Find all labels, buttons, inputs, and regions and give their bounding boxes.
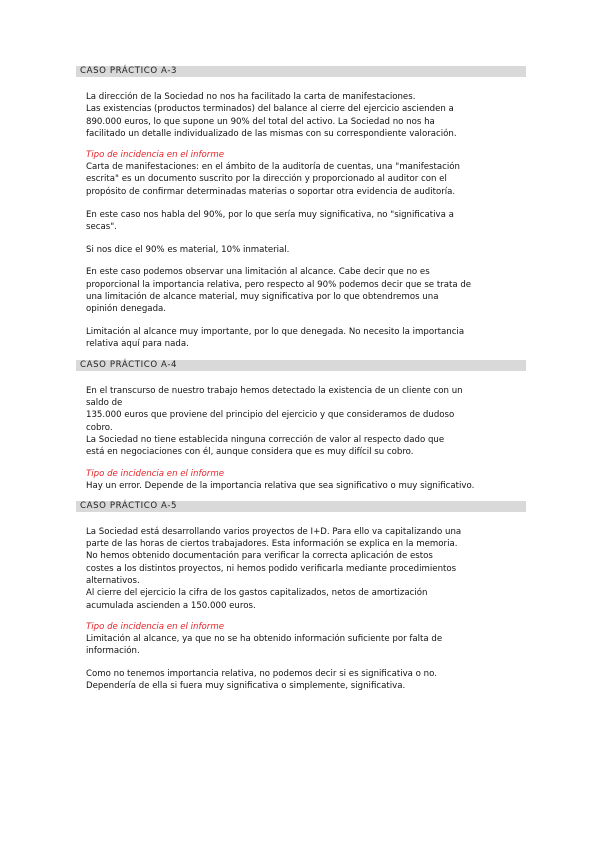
section-header-a5: CASO PRÁCTICO A-5 bbox=[76, 501, 526, 512]
case-a5-statement: La Sociedad está desarrollando varios proyectos de I+D. Para ello va capitalizando una parte de las horas de ciertos trabajadores. Esta información se explica en la memoria. No hemos obtenido documentación para verificar la correcta aplicación de estos costes a los distintos proyectos, ni hemos podido verificarla mediante procedimientos alternativos. Al cierre del ejercicio la cifra de los gastos capitalizados, netos de amortización acumulada ascienden a 150.000 euros. bbox=[86, 526, 462, 611]
case-a5-answer-2: Como no tenemos importancia relativa, no podemos decir si es significativa o no. Dependería de ella si fuera muy significativa o simplemente, significativa. bbox=[86, 669, 437, 692]
case-a3-answer-3: Si nos dice el 90% es material, 10% inmaterial. bbox=[86, 244, 290, 255]
case-a3-statement: La dirección de la Sociedad no nos ha facilitado la carta de manifestaciones. Las existencias (productos terminados) del balance al cierre del ejercicio ascienden a 890.000 euros, lo que supone un 90% del total del activo. La Sociedad no nos ha facilitado un detalle individualizado de las mismas con su correspondiente valoración. bbox=[86, 92, 457, 139]
incidence-label-a4: Tipo de incidencia en el informe bbox=[86, 468, 224, 479]
case-a3-answer-1: Carta de manifestaciones: en el ámbito de la auditoría de cuentas, una "manifestación escrita" es un documento suscrito por la dirección y proporcionado al auditor con el propósito de confirmar determinadas materias o soportar otra evidencia de auditoría. bbox=[86, 162, 460, 197]
case-a4-statement: En el transcurso de nuestro trabajo hemos detectado la existencia de un cliente con un saldo de 135.000 euros que proviene del principio del ejercicio y que consideramos de dudoso cobro. La Sociedad no tiene establecida ninguna corrección de valor al respecto dado que está en negociaciones con él, aunque considera que es muy difícil su cobro. bbox=[86, 385, 463, 458]
case-a3-answer-4: En este caso podemos observar una limitación al alcance. Cabe decir que no es proporcional la importancia relativa, pero respecto al 90% podemos decir que se trata de una limitación de alcance material, muy significativa por lo que obtendremos una opinión denegada. bbox=[86, 267, 472, 315]
case-a4-answer-1: Hay un error. Depende de la importancia relativa que sea significativo o muy significativo. bbox=[86, 480, 475, 491]
incidence-label-a3: Tipo de incidencia en el informe bbox=[86, 150, 224, 161]
section-header-a4: CASO PRÁCTICO A-4 bbox=[76, 360, 526, 371]
incidence-label-a5: Tipo de incidencia en el informe bbox=[86, 621, 224, 632]
case-a3-answer-5: Limitación al alcance muy importante, por lo que denegada. No necesito la importancia relativa aquí para nada. bbox=[86, 327, 465, 350]
case-a5-answer-1: Limitación al alcance, ya que no se ha obtenido información suficiente por falta de información. bbox=[86, 633, 443, 657]
section-header-a3: CASO PRÁCTICO A-3 bbox=[76, 66, 526, 77]
case-a3-answer-2: En este caso nos habla del 90%, por lo que sería muy significativa, no "significativa a secas". bbox=[86, 209, 454, 232]
